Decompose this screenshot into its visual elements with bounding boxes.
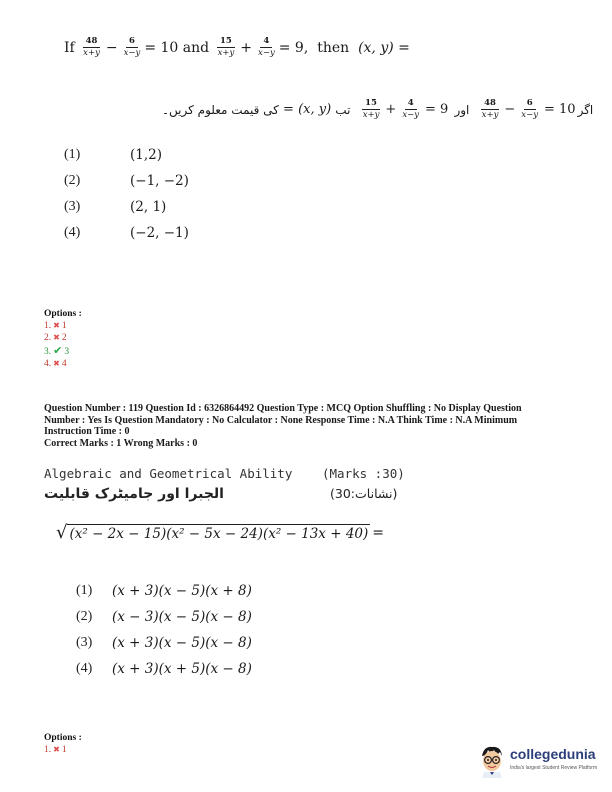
question1-urdu-statement: کی قیمت معلوم کریں۔ = (x, y) تب $\frac{15}{x+y}$ + $\frac{4}{x-y}$ = 9 اور $\frac{48}{x+y}$ − $\frac{6}{x-y}$ = 10 اگر	[162, 98, 594, 120]
q1-answer-row-2: 2. ✖ 2	[44, 333, 67, 344]
q1-urdu-fraction-1: $\frac{48}{x+y}$	[481, 98, 499, 120]
wrong-icon: ✖	[53, 358, 60, 368]
wrong-icon: ✖	[53, 745, 60, 755]
q1-then: then	[317, 39, 350, 56]
q1-option-3: (3) (2, 1)	[64, 199, 167, 215]
q1-intro: If	[64, 39, 75, 56]
q1-urdu-then: تب	[335, 102, 351, 117]
wrong-icon: ✖	[53, 333, 60, 343]
q1-fraction-3: $\frac{15}{x+y}$	[217, 36, 235, 58]
meta-line-2: Number : Yes Is Question Mandatory : No Calculator : None Response Time : N.A Think Time : N.A Minimum	[44, 414, 518, 426]
q2-equals: =	[372, 525, 384, 541]
q1-option-1: (1) (1,2)	[64, 147, 163, 163]
q1-urdu-if: اگر	[577, 102, 594, 117]
q1-answer-row-1: 1. ✖ 1	[44, 321, 67, 332]
q1-ask: (x, y) =	[358, 39, 410, 56]
meta-line-3: Instruction Time : 0	[44, 426, 130, 437]
q1-urdu-tail: کی قیمت معلوم کریں۔	[162, 102, 279, 117]
question2-statement	[56, 524, 386, 542]
q2-answer-options	[44, 732, 82, 756]
q1-option-2: (2) (−1, −2)	[64, 173, 189, 189]
q1-urdu-ask: = (x, y)	[283, 102, 332, 117]
correct-check-icon: ✔	[53, 343, 63, 357]
section-title-en: Algebraic and Geometrical Ability	[44, 466, 293, 481]
q2-answer-title: Options :	[44, 733, 82, 743]
meta-line-1: Question Number : 119 Question Id : 6326864492 Question Type : MCQ Option Shuffling : No Display Question	[44, 403, 522, 414]
q2-option-3: (3) (x + 3)(x − 5)(x − 8)	[76, 635, 252, 651]
meta-line-4: Correct Marks : 1 Wrong Marks : 0	[44, 437, 198, 449]
q1-fraction-1: $\frac{48}{x+y}$	[83, 36, 100, 58]
mascot-icon	[478, 744, 506, 778]
sqrt-icon: √	[56, 522, 68, 543]
q1-answer-row-4: 4. ✖ 4	[44, 358, 67, 369]
q1-and: and	[182, 39, 210, 56]
q2-option-1: (1) (x + 3)(x − 5)(x + 8)	[76, 583, 252, 599]
q1-fraction-4: $\frac{4}{x-y}$	[258, 36, 275, 58]
q2-answer-row-1: 1. ✖ 1	[44, 745, 67, 756]
q1-eq1: = 10	[144, 39, 179, 56]
q1-urdu-fraction-4: $\frac{4}{x-y}$	[402, 98, 420, 120]
q1-urdu-and: اور	[454, 102, 470, 117]
q1-answer-title: Options :	[44, 309, 82, 319]
q1-answer-options	[44, 308, 82, 370]
section-title-ur: الجبرا اور جامیٹرک قابلیت	[44, 486, 224, 502]
q1-eq2: = 9,	[278, 39, 309, 56]
q2-option-4: (4) (x + 3)(x + 5)(x − 8)	[76, 661, 252, 677]
q1-fraction-2: $\frac{6}{x-y}$	[123, 36, 141, 58]
question-meta	[44, 403, 564, 449]
q2-option-2: (2) (x − 3)(x − 5)(x − 8)	[76, 609, 252, 625]
q2-expression: (x² − 2x − 15)(x² − 5x − 24)(x² − 13x + 40)	[69, 526, 369, 542]
logo-brand: collegedunia	[510, 746, 596, 762]
q1-urdu-fraction-2: $\frac{6}{x-y}$	[521, 98, 539, 120]
logo-tagline: India's largest Student Review Platform	[510, 765, 598, 771]
q1-urdu-eq2: = 9	[425, 102, 449, 117]
section-marks-ur: (نشانات:30)	[330, 486, 398, 501]
collegedunia-logo	[478, 740, 604, 782]
question1-statement: If $\frac{48}{x+y}$ − $\frac{6}{x-y}$ = 10 and $\frac{15}{x+y}$ + $\frac{4}{x-y}$ = 9, then (x, y) =	[64, 36, 410, 58]
q1-option-4: (4) (−2, −1)	[64, 225, 189, 241]
wrong-icon: ✖	[53, 321, 60, 331]
q1-urdu-fraction-3: $\frac{15}{x+y}$	[362, 98, 380, 120]
q1-urdu-eq1: = 10	[544, 102, 576, 117]
section-marks-en: (Marks :30)	[322, 466, 405, 481]
q1-answer-row-3: 3. ✔ 3	[44, 343, 70, 357]
